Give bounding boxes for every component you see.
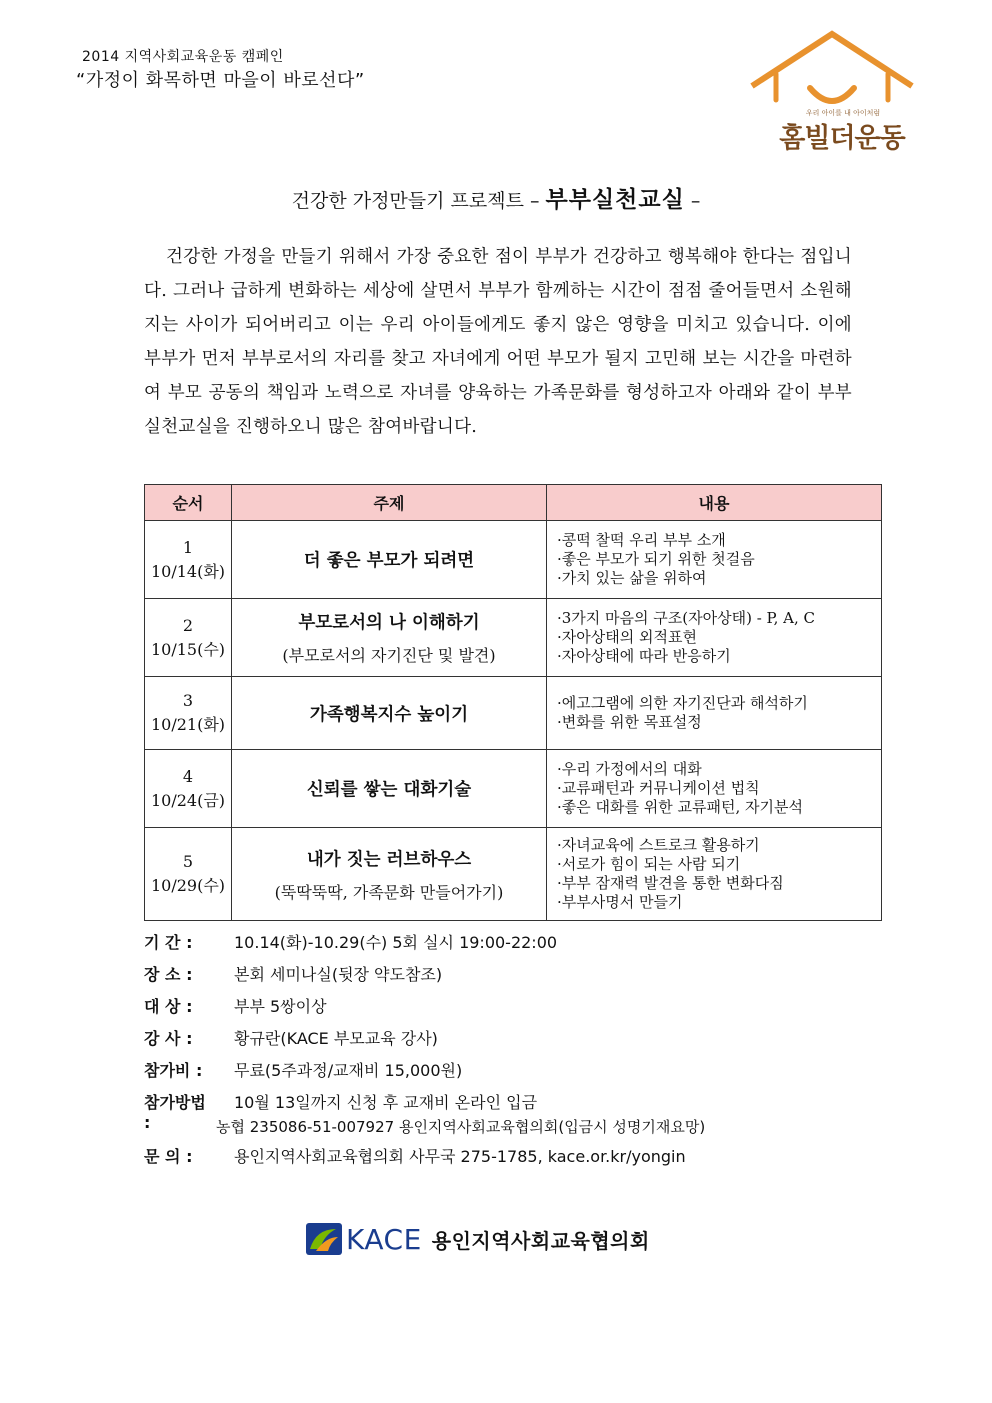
title-prefix: 건강한 가정만들기 프로젝트 – xyxy=(291,190,546,212)
campaign-slogan: “가정이 화목하면 마을이 바로선다” xyxy=(76,70,365,91)
topic-title: 가족행복지수 높이기 xyxy=(309,704,469,725)
session-cell xyxy=(145,677,232,750)
content-cell xyxy=(547,750,882,828)
logo-name: 홈빌더운동 xyxy=(779,123,905,154)
session-number: 3 xyxy=(182,691,194,710)
session-cell xyxy=(145,828,232,921)
session-date: 10/15(수) xyxy=(150,639,226,659)
session-cell xyxy=(145,521,232,599)
session-number: 4 xyxy=(182,766,194,786)
content-item: ·3가지 마음의 구조(자아상태) - P, A, C xyxy=(557,609,815,627)
title-main: 부부실천교실 xyxy=(545,187,685,213)
organization-name: 용인지역사회교육협의회 xyxy=(431,1228,650,1253)
content-item: ·가치 있는 삶을 위하여 xyxy=(557,569,707,587)
session-cell xyxy=(145,599,232,677)
table-row xyxy=(145,599,882,677)
topic-cell xyxy=(232,521,547,599)
header-order: 순서 xyxy=(145,485,232,521)
page-title xyxy=(0,181,992,214)
content-item: ·부부사명서 만들기 xyxy=(557,893,683,911)
session-date: 10/29(수) xyxy=(150,876,226,895)
info-label: 참가방법 : xyxy=(144,1093,206,1132)
topic-subtitle: (뚝딱뚝딱, 가족문화 만들어가기) xyxy=(274,882,504,902)
topic-title: 신뢰를 쌓는 대화기술 xyxy=(306,780,472,800)
session-number: 2 xyxy=(182,615,194,635)
info-label: 강 사 : xyxy=(144,1029,193,1048)
content-item: ·우리 가정에서의 대화 xyxy=(557,760,702,778)
content-item: ·좋은 부모가 되기 위한 첫걸음 xyxy=(557,550,755,568)
info-label: 문 의 : xyxy=(144,1147,193,1166)
content-item: ·서로가 힘이 되는 사람 되기 xyxy=(557,855,741,873)
topic-cell xyxy=(232,599,547,677)
session-cell xyxy=(145,750,232,828)
info-value: 10.14(화)-10.29(수) 5회 실시 19:00-22:00 xyxy=(234,933,558,952)
topic-title: 부모로서의 나 이해하기 xyxy=(298,613,480,633)
logo-tagline: 우리 아이를 내 아이처럼 xyxy=(805,109,881,117)
info-value: 부부 5쌍이상 xyxy=(234,997,327,1016)
content-item: ·자아상태에 따라 반응하기 xyxy=(557,647,731,665)
info-value: 황규란(KACE 부모교육 강사) xyxy=(234,1029,438,1048)
content-item: ·부부 잠재력 발견을 통한 변화다짐 xyxy=(557,874,784,892)
content-cell xyxy=(547,677,882,750)
topic-subtitle: (부모로서의 자기진단 및 발견) xyxy=(282,646,496,665)
kace-mark-icon xyxy=(306,1223,342,1255)
info-label: 장 소 : xyxy=(144,965,193,984)
table-row xyxy=(145,677,882,750)
content-cell xyxy=(547,599,882,677)
content-item: ·에고그램에 의한 자기진단과 해석하기 xyxy=(557,694,808,712)
intro-paragraph: 건강한 가정을 만들기 위해서 가장 중요한 점이 부부가 건강하고 행복해야 한다는 점입니다. 그러나 급하게 변화하는 세상에 살면서 부부가 함께하는 시간이 점점 줄어들면서 소원해지는 사이가 되어버리고 이는 우리 아이들에게도 좋지 않은 영향을 미치고 있습니다. 이에 부부가 먼저 부부로서의 자리를 찾고 자녀에게 어떤 부모가 될지 고민해 보는 시간을 마련하여 부모 공동의 책임과 노력으로 자녀를 양육하는 가족문화를 형성하고자 아래와 같이 부부실천교실을 진행하오니 많은 참여바랍니다. xyxy=(144,247,852,437)
topic-cell xyxy=(232,750,547,828)
campaign-label: 2014 지역사회교육운동 캠페인 xyxy=(82,49,284,65)
table-row xyxy=(145,521,882,599)
table-row xyxy=(145,750,882,828)
content-item: ·콩떡 찰떡 우리 부부 소개 xyxy=(557,531,726,549)
session-date: 10/14(화) xyxy=(150,561,226,581)
info-label: 기 간 : xyxy=(144,933,193,952)
schedule-table xyxy=(144,484,882,921)
content-item: ·자아상태의 외적표현 xyxy=(557,628,697,646)
table-header-row xyxy=(145,485,882,521)
title-suffix: – xyxy=(684,190,701,212)
session-number: 5 xyxy=(182,852,194,871)
footer-logo xyxy=(306,1222,650,1256)
topic-title: 내가 짓는 러브하우스 xyxy=(306,849,472,870)
content-cell xyxy=(547,828,882,921)
info-value: 무료(5주과정/교재비 15,000원) xyxy=(234,1061,463,1080)
kace-brand: KACE xyxy=(346,1222,422,1256)
table-row xyxy=(145,828,882,921)
content-item: ·좋은 대화를 위한 교류패턴, 자기분석 xyxy=(557,798,803,816)
info-value: 10월 13일까지 신청 후 교재비 온라인 입금 xyxy=(234,1093,538,1112)
smile-icon xyxy=(810,88,854,101)
topic-cell xyxy=(232,677,547,750)
session-date: 10/21(화) xyxy=(150,715,226,734)
info-value: 본회 세미나실(뒷장 약도참조) xyxy=(234,965,443,984)
topic-cell xyxy=(232,828,547,921)
info-label: 대 상 : xyxy=(144,997,193,1016)
bank-account: 농협 235086-51-007927 용인지역사회교육협의회(입금시 성명기재요망) xyxy=(216,1118,706,1136)
info-label: 참가비 : xyxy=(144,1061,203,1080)
header-topic: 주제 xyxy=(232,485,547,521)
info-value: 용인지역사회교육협의회 사무국 275-1785, kace.or.kr/yongin xyxy=(234,1147,686,1166)
session-number: 1 xyxy=(182,537,194,557)
topic-title: 더 좋은 부모가 되려면 xyxy=(303,551,475,571)
session-date: 10/24(금) xyxy=(150,790,226,810)
content-item: ·자녀교육에 스트로크 활용하기 xyxy=(557,836,760,854)
content-item: ·변화를 위한 목표설정 xyxy=(557,713,702,731)
content-item: ·교류패턴과 커뮤니케이션 법칙 xyxy=(557,779,760,797)
header-content: 내용 xyxy=(547,485,882,521)
content-cell xyxy=(547,521,882,599)
